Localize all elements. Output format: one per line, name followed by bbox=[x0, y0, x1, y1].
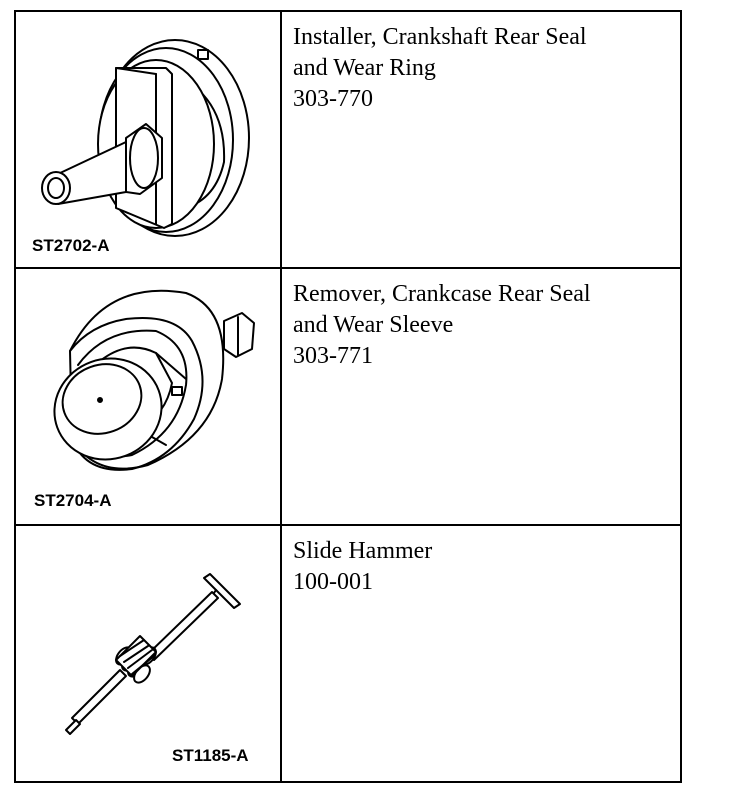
tool-name-line: Slide Hammer bbox=[293, 538, 433, 564]
tool-description-cell bbox=[281, 268, 681, 525]
tool-row bbox=[15, 525, 681, 782]
slide-hammer-icon bbox=[16, 526, 282, 781]
figure-code: ST2704-A bbox=[34, 491, 112, 510]
tool-part-number: 303-771 bbox=[293, 343, 373, 369]
tool-description-cell bbox=[281, 11, 681, 268]
tool-part-number: 303-770 bbox=[293, 86, 373, 112]
figure-code: ST1185-A bbox=[172, 746, 249, 765]
figure-code: ST2702-A bbox=[32, 236, 110, 255]
tool-name-line: and Wear Sleeve bbox=[293, 312, 454, 338]
tool-row bbox=[15, 11, 681, 268]
tool-description-cell bbox=[281, 525, 681, 782]
tool-illustration-cell bbox=[15, 268, 281, 525]
tool-name-line: and Wear Ring bbox=[293, 55, 436, 81]
seal-remover-icon bbox=[16, 269, 282, 524]
special-tools-table bbox=[14, 10, 682, 783]
tool-illustration-cell bbox=[15, 11, 281, 268]
tool-name-line: Installer, Crankshaft Rear Seal bbox=[293, 24, 587, 50]
tool-row bbox=[15, 268, 681, 525]
seal-installer-icon bbox=[16, 12, 282, 267]
tool-name-line: Remover, Crankcase Rear Seal bbox=[293, 281, 591, 307]
tool-part-number: 100-001 bbox=[293, 569, 373, 595]
tool-illustration-cell bbox=[15, 525, 281, 782]
